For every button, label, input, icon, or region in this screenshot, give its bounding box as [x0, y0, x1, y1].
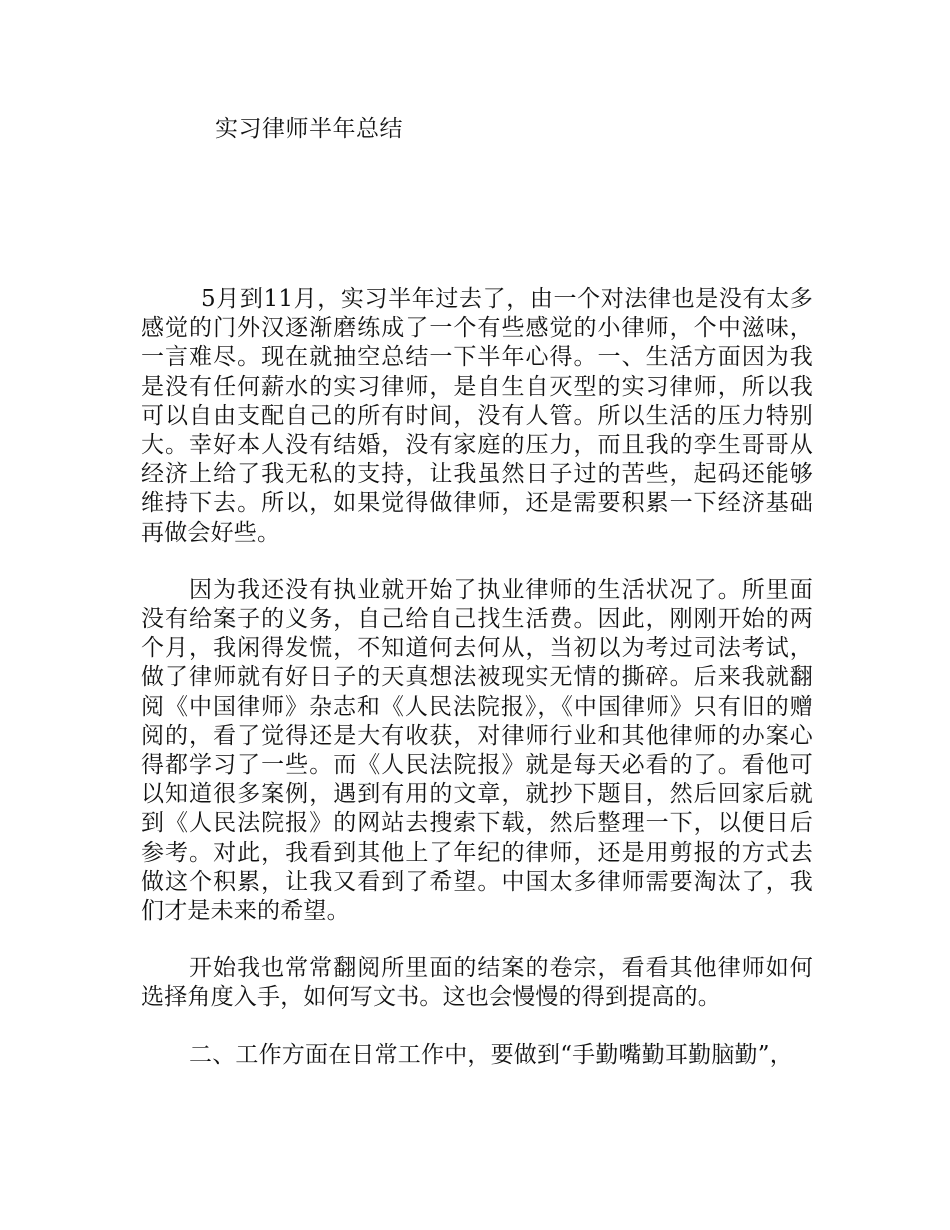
paragraph-4: 二、工作方面在日常工作中，要做到“手勤嘴勤耳勤脑勤”， [189, 1041, 793, 1068]
paragraph-3: 开始我也常常翻阅所里面的结案的卷宗，看看其他律师如何选择角度入手，如何写文书。这也会慢慢的得到提高的。 [141, 955, 813, 1011]
document-body [141, 285, 813, 1098]
document-title: 实习律师半年总结 [215, 116, 403, 142]
paragraph-1: 5月到11月，实习半年过去了，由一个对法律也是没有太多感觉的门外汉逐渐磨练成了一个有些感觉的小律师，个中滋味，一言难尽。现在就抽空总结一下半年心得。一、生活方面因为我是没有任何薪水的实习律师，是自生自灭型的实习律师，所以我可以自由支配自己的所有时间，没有人管。所以生活的压力特别大。幸好本人没有结婚，没有家庭的压力，而且我的孪生哥哥从经济上给了我无私的支持，让我虽然日子过的苦些，起码还能够维持下去。所以，如果觉得做律师，还是需要积累一下经济基础再做会好些。 [141, 286, 813, 546]
paragraph-2: 因为我还没有执业就开始了执业律师的生活状况了。所里面没有给案子的义务，自己给自己找生活费。因此，刚刚开始的两个月，我闲得发慌，不知道何去何从，当初以为考过司法考试，做了律师就有好日子的天真想法被现实无情的撕碎。后来我就翻阅《中国律师》杂志和《人民法院报》，《中国律师》只有旧的赠阅的，看了觉得还是大有收获，对律师行业和其他律师的办案心得都学习了一些。而《人民法院报》就是每天必看的了。看他可以知道很多案例，遇到有用的文章，就抄下题目，然后回家后就到《人民法院报》的网站去搜索下载，然后整理一下，以便日后参考。对此，我看到其他上了年纪的律师，还是用剪报的方式去做这个积累，让我又看到了希望。中国太多律师需要淘汰了，我们才是未来的希望。 [141, 576, 813, 925]
